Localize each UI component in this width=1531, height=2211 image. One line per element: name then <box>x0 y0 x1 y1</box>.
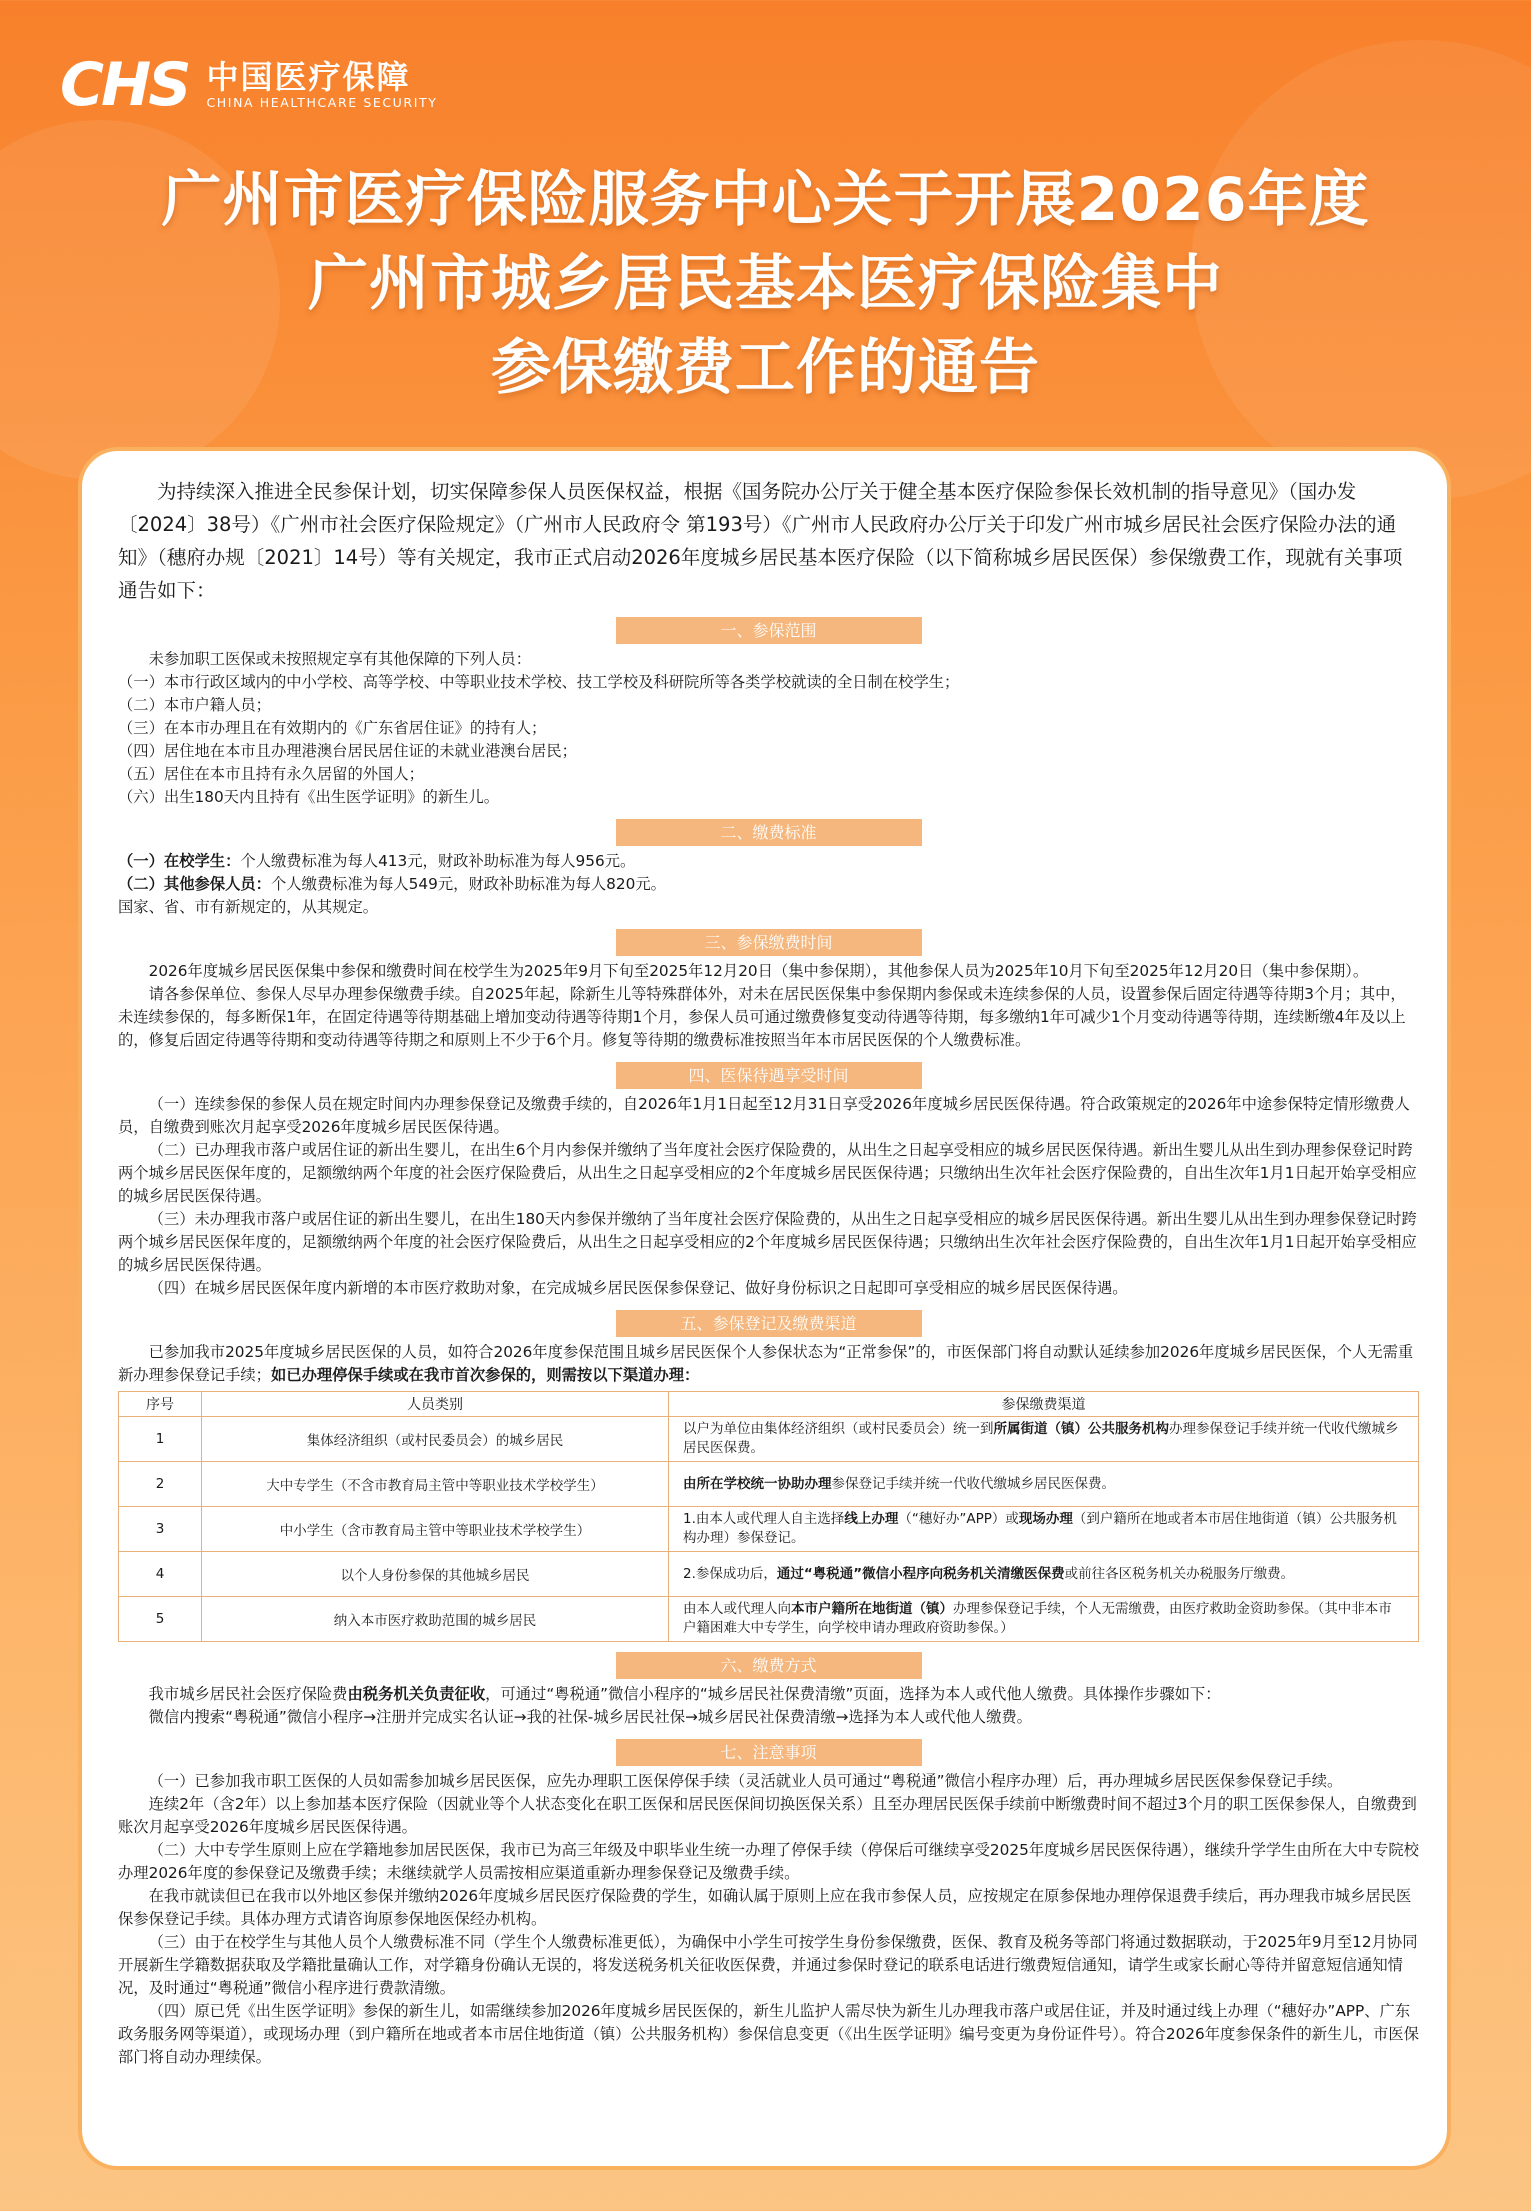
text: ，可通过“粤税通”微信小程序的“城乡居民社保费清缴”页面，选择为本人或代他人缴费。具体操作步骤如下： <box>485 1685 1221 1703</box>
paragraph: （二）大中专学生原则上应在学籍地参加居民医保，我市已为高三年级及中职毕业生统一办理了停保手续（停保后可继续享受2025年度城乡居民医保待遇），继续升学学生由所在大中专院校办理2026年度的参保登记及缴费手续；未继续就学人员需按相应渠道重新办理参保登记及缴费手续。 <box>118 1841 1419 1882</box>
bold-text: 由所在学校统一协助办理 <box>683 1475 832 1492</box>
list-item: （五）居住在本市且持有永久居留的外国人； <box>118 765 424 783</box>
table-row <box>119 1462 1419 1507</box>
paragraph: 请各参保单位、参保人尽早办理参保缴费手续。自2025年起，除新生儿等特殊群体外，对未在居民医保集中参保期内参保或未连续参保的人员，设置参保后固定待遇等待期3个月；其中，未连续参保的，每多断保1年，在固定待遇等待期基础上增加变动待遇等待期1个月，参保人员可通过缴费修复变动待遇等待期，每多缴纳1年可减少1个月变动待遇等待期，连续断缴4年及以上的，修复后固定待遇等待期和变动待遇等待期之和原则上不少于6个月。修复等待期的缴费标准按照当年本市居民医保的个人缴费标准。 <box>118 985 1406 1049</box>
logo-text <box>206 59 437 111</box>
table-cell: 2 <box>119 1462 202 1507</box>
table-cell <box>669 1597 1419 1642</box>
list-item: （三）在本市办理且在有效期内的《广东省居住证》的持有人； <box>118 719 547 737</box>
table-header: 参保缴费渠道 <box>669 1392 1419 1417</box>
list-item: （四）居住地在本市且办理港澳台居民居住证的未就业港澳台居民； <box>118 742 577 760</box>
section-title: 七、注意事项 <box>616 1739 922 1766</box>
text: 办理参保登记手续，个人无需缴费，由医疗救助金资助参保。（其中非本市户籍困难大中专学生，向学校申请办理政府资助参保。） <box>683 1601 1392 1636</box>
table-cell: 3 <box>119 1507 202 1552</box>
list-item: （一）本市行政区域内的中小学校、高等学校、中等职业技术学校、技工学校及科研院所等各类学校就读的全日制在校学生； <box>118 673 960 691</box>
table-row <box>119 1417 1419 1462</box>
section-title: 二、缴费标准 <box>616 819 922 846</box>
paragraph: （一）连续参保的参保人员在规定时间内办理参保登记及缴费手续的，自2026年1月1日起至12月31日享受2026年度城乡居民医保待遇。符合政策规定的2026年中途参保特定情形缴费人员，自缴费到账次月起享受2026年度城乡居民医保待遇。 <box>118 1095 1410 1136</box>
bold-text: 线上办理 <box>844 1511 899 1527</box>
text: 1.由本人或代理人自主选择 <box>683 1511 845 1527</box>
paragraph: （二）已办理我市落户或居住证的新出生婴儿，在出生6个月内参保并缴纳了当年度社会医疗保险费的，从出生之日起享受相应的城乡居民医保待遇。新出生婴儿从出生到办理参保登记时跨两个城乡居民医保年度的，足额缴纳两个年度的社会医疗保险费后，从出生之日起享受相应的2个年度城乡居民医保待遇；只缴纳出生次年社会医疗保险费的，自出生次年1月1日起开始享受相应的城乡居民医保待遇。 <box>118 1141 1417 1205</box>
table-cell <box>669 1417 1419 1462</box>
text: 办理参保登记手续并统一代收代缴城乡居民医保费。 <box>683 1421 1399 1456</box>
paragraph: （四）在城乡居民医保年度内新增的本市医疗救助对象，在完成城乡居民医保参保登记、做好身份标识之日起即可享受相应的城乡居民医保待遇。 <box>148 1279 1128 1297</box>
bold-text: 如已办理停保手续或在我市首次参保的，则需按以下渠道办理： <box>270 1366 700 1384</box>
text: （到户籍所在地或者本市居住地街道（镇）公共服务机构办理）参保登记。 <box>683 1511 1397 1546</box>
table-header: 序号 <box>119 1392 202 1417</box>
paragraph: 2026年度城乡居民医保集中参保和缴费时间在校学生为2025年9月下旬至2025年12月20日（集中参保期），其他参保人员为2025年10月下旬至2025年12月20日（集中参保期）。 <box>148 962 1369 980</box>
bold-label: （一）在校学生： <box>118 852 241 870</box>
table-cell: 1 <box>119 1417 202 1462</box>
intro-paragraph: 为持续深入推进全民参保计划，切实保障参保人员医保权益，根据《国务院办公厅关于健全基本医疗保险参保长效机制的指导意见》（国办发〔2024〕38号）《广州市社会医疗保险规定》（广州市人民政府令 第193号）《广州市人民政府办公厅关于印发广州市城乡居民社会医疗保险办法的通知》（穗府办规〔2021〕14号）等有关规定，我市正式启动2026年度城乡居民基本医疗保险（以下简称城乡居民医保）参保缴费工作，现就有关事项通告如下： <box>118 480 1403 602</box>
paragraph: （三）未办理我市落户或居住证的新出生婴儿，在出生180天内参保并缴纳了当年度社会医疗保险费的，从出生之日起享受相应的城乡居民医保待遇。新出生婴儿从出生到办理参保登记时跨两个城乡居民医保年度的，足额缴纳两个年度的社会医疗保险费后，从出生之日起享受相应的2个年度城乡居民医保待遇；只缴纳出生次年社会医疗保险费的，自出生次年1月1日起开始享受相应的城乡居民医保待遇。 <box>118 1210 1417 1274</box>
section-title: 五、参保登记及缴费渠道 <box>616 1310 922 1337</box>
paragraph: （三）由于在校学生与其他人员个人缴费标准不同（学生个人缴费标准更低），为确保中小学生可按学生身份参保缴费，医保、教育及税务等部门将通过数据联动，于2025年9月至12月协同开展新生学籍数据获取及学籍批量确认工作，对学籍身份确认无误的，将发送税务机关征收医保费，并通过参保时登记的联系电话进行缴费短信通知，请学生或家长耐心等待并留意短信通知情况，及时通过“粤税通”微信小程序进行费款清缴。 <box>118 1933 1418 1997</box>
title-line: 广州市医疗保险服务中心关于开展2026年度 <box>161 165 1370 235</box>
paragraph <box>118 850 1419 873</box>
table-header-row <box>119 1392 1419 1417</box>
text: （“穗好办”APP）或 <box>898 1511 1019 1527</box>
table-cell: 纳入本市医疗救助范围的城乡居民 <box>202 1597 669 1642</box>
text: 个人缴费标准为每人549元，财政补助标准为每人820元。 <box>270 875 666 893</box>
table-row <box>119 1552 1419 1597</box>
notice-card <box>78 447 1451 2170</box>
paragraph: 国家、省、市有新规定的，从其规定。 <box>118 898 379 916</box>
bold-text: 由税务机关负责征收 <box>347 1685 486 1703</box>
paragraph <box>118 1341 1419 1387</box>
table-cell: 中小学生（含市教育局主管中等职业技术学校学生） <box>202 1507 669 1552</box>
bold-text: 所属街道（镇）公共服务机构 <box>993 1421 1169 1437</box>
bold-label: （二）其他参保人员： <box>118 875 271 893</box>
section-title: 三、参保缴费时间 <box>616 929 922 956</box>
text: 以户为单位由集体经济组织（或村民委员会）统一到 <box>683 1421 994 1437</box>
text: 已参加我市2025年度城乡居民医保的人员，如符合2026年度参保范围且城乡居民医保个人参保状态为“正常参保”的，市医保部门将自动默认延续参加2026年度城乡居民医保，个人无需重新办理参保登记手续； <box>118 1343 1414 1384</box>
text: 我市城乡居民社会医疗保险费 <box>148 1685 348 1703</box>
text: 个人缴费标准为每人413元，财政补助标准为每人956元。 <box>240 852 636 870</box>
table-cell <box>669 1462 1419 1507</box>
logo-en: CHINA HEALTHCARE SECURITY <box>206 95 438 110</box>
paragraph: （四）原已凭《出生医学证明》参保的新生儿，如需继续参加2026年度城乡居民医保的，新生儿监护人需尽快为新生儿办理我市落户或居住证，并及时通过线上办理（“穗好办”APP、广东政务服务网等渠道），或现场办理（到户籍所在地或者本市居住地街道（镇）公共服务机构）参保信息变更（《出生医学证明》编号变更为身份证件号）。符合2026年度参保条件的新生儿，市医保部门将自动办理续保。 <box>118 2002 1419 2066</box>
section-title: 六、缴费方式 <box>616 1652 922 1679</box>
channel-table <box>118 1391 1419 1642</box>
chs-logo <box>60 50 438 120</box>
page-title <box>0 158 1531 410</box>
notice-content <box>118 475 1419 2069</box>
paragraph <box>118 873 1419 896</box>
paragraph: 在我市就读但已在我市以外地区参保并缴纳2026年度城乡居民医疗保险费的学生，如确认属于原则上应在我市参保人员，应按规定在原参保地办理停保退费手续后，再办理我市城乡居民医保参保登记手续。具体办理方式请咨询原参保地医保经办机构。 <box>118 1887 1412 1928</box>
paragraph: （一）已参加我市职工医保的人员如需参加城乡居民医保，应先办理职工医保停保手续（灵活就业人员可通过“粤税通”微信小程序办理）后，再办理城乡居民医保参保登记手续。 <box>148 1772 1343 1790</box>
logo-mark: CHS <box>60 50 189 120</box>
list-item: （二）本市户籍人员； <box>118 696 271 714</box>
paragraph: 未参加职工医保或未按照规定享有其他保障的下列人员： <box>148 650 532 668</box>
text: 参保登记手续并统一代收代缴城乡居民医保费。 <box>831 1475 1115 1492</box>
bold-text: 本市户籍所在地街道（镇） <box>791 1601 953 1617</box>
table-cell: 4 <box>119 1552 202 1597</box>
table-cell: 以个人身份参保的其他城乡居民 <box>202 1552 669 1597</box>
text: 或前往各区税务机关办税服务厅缴费。 <box>1064 1565 1295 1582</box>
paragraph: 连续2年（含2年）以上参加基本医疗保险（因就业等个人状态变化在职工医保和居民医保间切换医保关系）且至办理居民医保手续前中断缴费时间不超过3个月的职工医保参保人，自缴费到账次月起享受2026年度城乡居民医保待遇。 <box>118 1795 1417 1836</box>
table-cell: 大中专学生（不含市教育局主管中等职业技术学校学生） <box>202 1462 669 1507</box>
header <box>0 0 1531 440</box>
title-line: 参保缴费工作的通告 <box>491 333 1040 403</box>
bold-text: 通过“粤税通”微信小程序向税务机关清缴医保费 <box>776 1565 1065 1582</box>
logo-cn: 中国医疗保障 <box>206 58 411 96</box>
title-line: 广州市城乡居民基本医疗保险集中 <box>308 249 1223 319</box>
paragraph: 微信内搜索“粤税通”微信小程序→注册并完成实名认证→我的社保-城乡居民社保→城乡居民社保费清缴→选择为本人或代他人缴费。 <box>148 1708 1032 1726</box>
table-cell: 5 <box>119 1597 202 1642</box>
table-cell <box>669 1507 1419 1552</box>
paragraph <box>118 1683 1419 1706</box>
table-cell <box>669 1552 1419 1597</box>
table-cell: 集体经济组织（或村民委员会）的城乡居民 <box>202 1417 669 1462</box>
section-title: 一、参保范围 <box>616 617 922 644</box>
text: 由本人或代理人向 <box>683 1601 791 1617</box>
text: 2.参保成功后， <box>683 1565 777 1582</box>
section-title: 四、医保待遇享受时间 <box>616 1062 922 1089</box>
table-row <box>119 1597 1419 1642</box>
bold-text: 现场办理 <box>1018 1511 1073 1527</box>
table-row <box>119 1507 1419 1552</box>
table-header: 人员类别 <box>202 1392 669 1417</box>
list-item: （六）出生180天内且持有《出生医学证明》的新生儿。 <box>118 788 500 806</box>
